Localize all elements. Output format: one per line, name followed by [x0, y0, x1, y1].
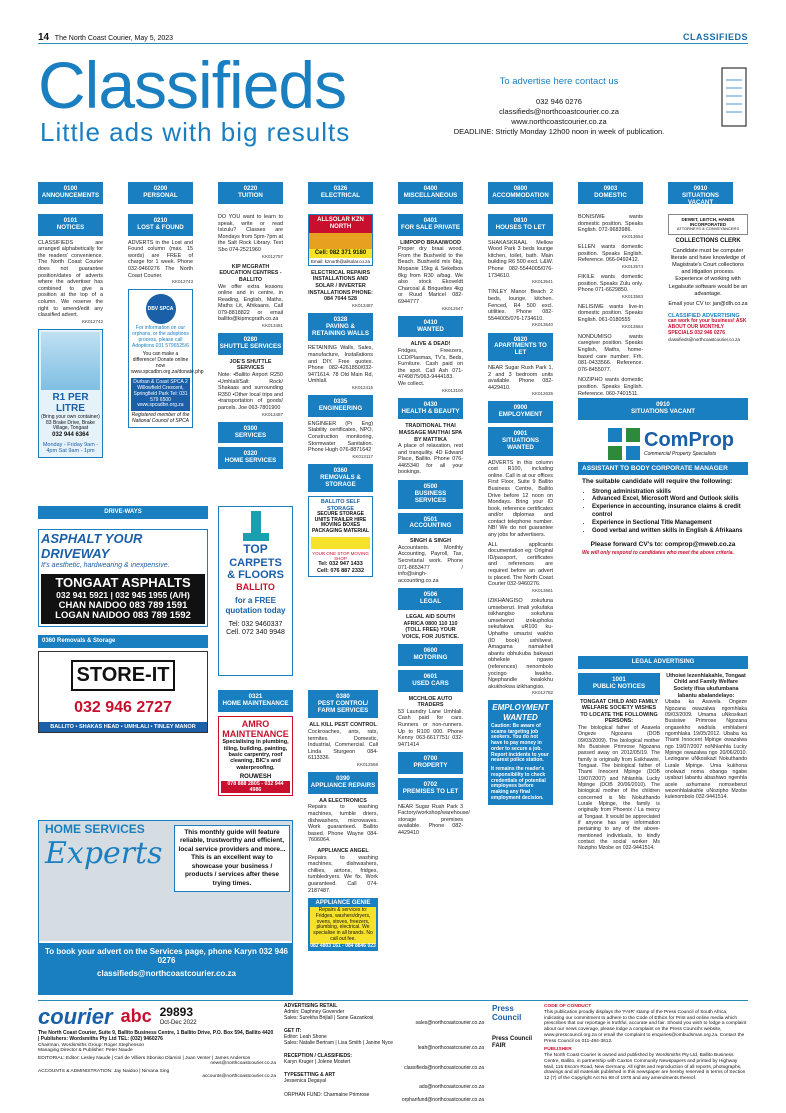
comprop-requirements: • Strong administration skills • Advanced Excel, Microsoft Word and Outlook skills • Experience in accounting, insurance claims & credit control • Experience in Sectional Title Management • Good verbal and written skills in English & Afrikaans: [578, 489, 748, 536]
column-5: 0401 FOR SALE PRIVATE LIMPOPO BRAAIWOOD Proper dry braai wood. From the Bushveld to the Beach. Bushveld mix 6kg, Mopanie 15kg & Sekelbos 8kg from R30 a/bag. We also stock Ekoveldt Charcoal & Briquettes 4kg or Ruud Maricel 082-6944777 KK012547 0410 WANTED ALIVE & DEAD! Fridges, Freezers, LCD/Plasmas, TV's, Beds, Furniture. Cash paid on the spot. Call Ash 071-4749875/063-9444183. We collect. KK013100 0430 HEALTH & BEAUTY TRADITIONAL THAI MASSAGE MAITHAI SPA BY MATTIKA A place of relaxation, rest and tranquility. 4D Edward Place, Ballito. Phone 076-4465340 for all your bookings. 0500 BUSINESS SERVICES 0501 ACCOUNTING SINGH & SINGH Accountants. Monthly Accounting, Payroll, Tax, Secretarial work. Phone 071-8653477 / info@singh-accounting.co.za 0506 LEGAL LEGAL AID SOUTH AFRICA 0800 110 110 (TOLL FREE) YOUR VOICE, FOR JUSTICE. 0600 MOTORING 0601 USED CARS MCCHLOE AUTO TRADERS 53 Laundry Lane Umhlali. Cash paid for cars. Runners or non-runners. Up to R100 000. Phone Kenny 063-6617751/ 032-9471414 0700 PROPERTY 0702 PREMISES TO LET NEAR Sugar Rush Park 3 Factory/workshop/warehouse/ storage premises available. Phone 082-4429410: [398, 214, 463, 837]
category-row: [38, 182, 750, 208]
category-situations-vacant: 0910 SITUATIONS VACANT: [668, 182, 733, 204]
page-number: 14: [38, 32, 50, 43]
shuttle-header: 0280 SHUTTLE SERVICES: [218, 333, 283, 355]
comprop-ad: 0910 SITUATIONS VACANT ComProp Commercial Property Specialists ASSISTANT TO BODY CORPORATE MANAGER The suitable candidate will require the following: • Strong administration skills • Advanced Excel, Microsoft Word and Outlook skills • Experience in accounting, insurance claims & credit control • Experience in Sectional Title Management • Good verbal and written skills in English & Afrikaans Please forward CV's to: comprop@mweb.co.za We will only respond to candidates who meet the above criteria.: [578, 398, 748, 630]
employment-header: 0900 EMPLOYMENT: [488, 401, 553, 423]
ballito-storage-ad: BALLITO SELF STORAGE SECURE STORAGE UNITS TRAILER HIRE MOVING BOXES PACKAGING MATERIAL YOUR ONE STOP MOVING SHOP Tel: 032 947 1433 Cell: 076 887 2332: [308, 496, 373, 577]
situations-wanted-header: 0901 SITUATIONS WANTED: [488, 427, 553, 455]
column-1: 0101 NOTICES CLASSIFIEDS are arranged alphabetically for the readers' convenience. The North Coast Courier does not guarantee position/dates of adverts where the advertiser has combined to give a position at the top of a column. We reserve the right to amend/edit any classified advert. KK012742 R1 PER LITRE (Bring your own container) 83 Brake Drive, Brake Village, Tongaat 032 944 6364 Monday - Friday 9am - 4pm Sat 9am - 1pm: [38, 214, 103, 462]
home-services-ad: HOME SERVICES Experts This monthly guide will feature reliable, trustworthy and efficient, local service providers and more... This is an excellent way to showcase your business / products / services after these trying times. To book your advert on the Services page, phone Karyn 032 946 0276 classifieds@northcoastcourier.co.za: [38, 820, 293, 995]
column-7: BONISIWE wants domestic position. Speaks English. 072-9683986. KK013654 ELLEN wants domestic position. Speaks English. Reference. 066-0492412. KK013574 FIKILE wants domestic position. Speaks Zulu only. Phone 071-6629850. KK013583 NELISIWE wants live-in domestic position. Speaks English. 061-0180555 KK013584 NONDUMISO wants caregiver position. Speaks English, Maths, home-based care number. Frh. 081-0433566. Reference. 076-8455077. NOZIPHO wants domestic position. Speaks English. Reference. 060-7401511.: [578, 214, 643, 397]
column-3: DO YOU want to learn to speak, write or read Isizulu? Classes are Mondays from 5pm-7pm at the Salt Rock Library. Text Sbo 074-2521960 KK012757 KIP MCGRATH EDUCATION CENTRES - BALLITO We offer extra lessons online and in centre, in Reading, English, Maths, Maths Lit, Afrikaans. Call 079-8818822 or email ballito@kipmcgrath.co.za KK013481 0280 SHUTTLE SERVICES JOE'S SHUTTLE SERVICES Note: •Ballito Airport R250 •Umhlali/Salt Rock/ Shakaas and surrounding R350 •Other local trips and •transportation of goods/ parcels. Joe 063-7801900 KK013487 0300 SERVICES 0320 HOME SERVICES: [218, 214, 283, 473]
home-maintenance: [218, 690, 293, 796]
paving-header: 0328 PAVING & RETAINING WALLS: [308, 313, 373, 341]
comprop-icon: [608, 428, 640, 460]
pest-header: 0380 PEST CONTROL/ FARM SERVICES: [308, 690, 378, 718]
appliance-genie-ad: APPLIANCE GENIE Repairs & services to: Fridges, washers/dryers, ovens, stoves, freezers, plumbing, electrical. We specialise in all brands. No call out fee. 082 4803 161 - 084 8846 023: [308, 898, 378, 951]
footer: courier abc 29893 Oct-Dec 2022 The North Coast Courier, Suite 9, Ballito Business Centre, 1 Ballito Drive, P.O. Box 594, Ballito 4420 | Publishers: Wordsmiths Pty Ltd TEL: (032) 9460276 Chairman, Wordsmiths Group: Roger Stephenson Managing Director & Publisher: Peter Naude EDITORIAL: Editor: Lesley Naude | Carl de Villiers Sboniso Dlamini | Juan Venter | James Anderson news@northcoastcourier.co.za ACCOUNTS & ADMINISTRATION: Jay Naidoo | Nirvana Sing accounts@northcoastcourier.co.za ADVERTISING RETAIL Admin: Daphney Govender Sales: Surekha Brijlall | Sane Gazankosi sales@northcoastcourier.co.za GET IT: Editor: Leah Shone Sales: Natalie Bertram | Lisa Smith | Janine Nyce leah@northcoastcourier.co.za RECEPTION / CLASSIFIEDS: Karyn Kruger | Jolene Mostert classifieds@northcoastcourier.co.za TYPESETTING & ART Jessenica Degayal ads@northcoastcourier.co.za ORPHAN FUND: Charmaine Primrose orphanfund@northcoastcourier.co.za Press Council Press Council FAIR CODE OF CONDUCT This publication proudly displays the 'FAIR' stamp of the Press Council of South Africa, indicating our commitment to adhere to the Code of Ethics for Print and online media which prescribes that our reportage is truthful, accurate and fair. Should you wish to lodge a complaint about our news coverage, please lodge a complaint on the Press Council's website, www.presscouncil.org.za or email the complaint to enquiries@ombudsman.org.za. Contact the Press Council on 011-484-3612. PUBLISHER The North Coast Courier is owned and published by Wordsmiths Pty Ltd, Ballito Business Centre, Ballito, in partnership with Caxton Community Newspapers and printed by Highway Mail, 115 Escom Road, New Germany. All rights and reproduction of all reports, photographs, drawings and all materials published in this newspaper are hereby reserved in terms of Section 12 (7) of the Copyright Act No 98 of 1978 and any amendments thereof.: [38, 1000, 748, 1095]
contact-website[interactable]: www.northcoastcourier.co.za: [511, 117, 607, 127]
notices-text: CLASSIFIEDS are arranged alphabetically for the readers' convenience. The North Coast Courier does not guarantee position/dates of adverts where the advertiser has combined to give a position at the top of a column. We reserve the right to amend/edit any classified advert.: [38, 239, 103, 319]
courier-logo: courier: [38, 1004, 113, 1029]
engineering-header: 0335 ENGINEERING: [308, 395, 373, 417]
contact-heading: To advertise here contact us: [499, 76, 619, 87]
allsolar-ad: ALLSOLAR KZN NORTH Cell: 082 371 9180 Email: kznorth@allsolar.co.za: [308, 214, 373, 266]
column-6: 0810 HOUSES TO LET SHAKASKRAAL Mellow Wood Park 3 beds lounge kitchen, toilet, bath. Main building R6 500 excl. L&W. Phone 082-5544005/076-1734610. KK013541 TINLEY Manor Beach 2 beds, lounge, kitchen. Fenced, R4 500 excl. utilities. Phone 082-5544005/076-1734610. KK013540 0820 APARTMENTS TO LET NEAR Sugar Rush Park 1, 2 and 3 bedroom units available. Phone 082-4429410. KK012635 0900 EMPLOYMENT 0901 SITUATIONS WANTED ADVERTS in this column cost R100, including online. Call in at our offices First Floor, Suite 9 Ballito Business Centre, Ballito Drive before 12 noon on Mondays. Bring your ID book, reference certificates and/or diplomas and contact telephone number. NB! We do not guarantee any jobs for advertisers. ALL applicants documentation eg: Original ID/passport, certificates and references are required before an advert is placed. The North Coast Courier 032-9460276. KK013681 IZIKHANGISO zokufuna umsebenzi. Imali yokufaka isikhangiso sokufuna umsebenzi izokuphoka sekufakwa uR100 ku-Uphathe umazisi wakho (ID book) uxhilwevi. Amagama namakheli abantu obhukuba bakwazi obhekele ngawo (references) nenombolo yocingo lwakho. Ngephandle kwalokhu akukhokwa izikhangiso. KK012782 EMPLOYMENT WANTED Caution: Be aware of scams targeting job seekers. You do not have to pay money in order to secure a job. Report incidents to your nearest police station. It remains the reader's responsibility to check credentials of potential employees before making any final employment decision.: [488, 214, 553, 805]
for-sale-header: 0401 FOR SALE PRIVATE: [398, 214, 463, 236]
business-header: 0500 BUSINESS SERVICES: [398, 480, 463, 508]
column-4: ALLSOLAR KZN NORTH Cell: 082 371 9180 Email: kznorth@allsolar.co.za ELECTRICAL REPAIRS INSTALLATIONS AND SOLAR / INVERTER INSTALLATIONS PHONE: 084 7044 528 KK013487 0328 PAVING & RETAINING WALLS RETAINING Walls, Sales, manufacture, Installations and DIY. Free quotes. Phone 082-4261850/032-9471614. 78 Old Main Rd, Umhlali. KK012415 0335 ENGINEERING ENGINEER (Pr Eng) Stability certificates, NPO, Construction monitoring, Stormwater Sanitation. Phone Hugh 076-8871642 KK013117 0360 REMOVALS & STORAGE BALLITO SELF STORAGE SECURE STORAGE UNITS TRAILER HIRE MOVING BOXES PACKAGING MATERIAL YOUR ONE STOP MOVING SHOP Tel: 032 947 1433 Cell: 076 887 2332: [308, 214, 373, 581]
top-carpets-ad: TOP CARPETS & FLOORS BALLITO for a FREE quotation today Tel: 032 9460337 Cell. 072 340 9948: [218, 506, 293, 676]
column-8: DEWET, LEITCH, HANDS INCORPORATED ATTORNEYS & CONVEYANCERS COLLECTIONS CLERK Candidate must be computer literate and have knowledge of Magistrate's Court collections and litigation process. Experience of working with Legalsuite software would be an advantage. Email your CV to: jan@dlh.co.za CLASSIFIED ADVERTISING can work for your business! ASK ABOUT OUR MONTHLY SPECIALS 032 946 0276 classifieds@northcoastcourier.co.za: [668, 214, 748, 342]
home-services-logo: HOME SERVICES Experts: [45, 822, 163, 871]
press-fair-logo: Press Council FAIR: [492, 1036, 533, 1050]
apartments-header: 0820 APARTMENTS TO LET: [488, 333, 553, 361]
used-cars-header: 0601 USED CARS: [398, 670, 463, 692]
spca-ad: DBV SPCA For information on our orphans, or the adoptions process, please call Adoptions 031 5796525/6 You can make a difference! Donate online now www.spcadbn.org.za/donate.php Durban & Coast SPCA 2 Willowfield Crescent, Springfield Park Tel: 031 579 6500 www.spcadbn.org.za Registered member of the National Council of SPCA: [128, 289, 193, 427]
r1-litre-ad: R1 PER LITRE (Bring your own container) 83 Brake Drive, Brake Village, Tongaat 032 944 6364 Monday - Friday 9am - 4pm Sat 9am - 1pm: [38, 329, 103, 458]
contact-block: [414, 76, 704, 137]
premises-header: 0702 PREMISES TO LET: [398, 778, 463, 800]
water-image: [41, 332, 100, 390]
notebook-icon: [718, 66, 750, 128]
abc-logo: abc: [120, 1006, 152, 1027]
category-accommodation: 0800 ACCOMMODATION: [488, 182, 553, 204]
category-miscellaneous: 0400 MISCELLANEOUS: [398, 182, 463, 204]
accounting-header: 0501 ACCOUNTING: [398, 513, 463, 535]
section-title: CLASSIFIEDS: [682, 32, 748, 42]
column-2: 0210 LOST & FOUND ADVERTS in the Lost and Found column (max. 15 words) are FREE of charge for 1 week. Phone 032-9460276 The North Coast Courier. KK012743 DBV SPCA For information on our orphans, or the adoptions process, please call Adoptions 031 5796525/6 You can make a difference! Donate online now www.spcadbn.org.za/donate.php Durban & Coast SPCA 2 Willowfield Crescent, Springfield Park Tel: 031 579 6500 www.spcadbn.org.za Registered member of the National Council of SPCA: [128, 214, 193, 432]
motoring-header: 0600 MOTORING: [398, 644, 463, 666]
houses-header: 0810 HOUSES TO LET: [488, 214, 553, 236]
comprop-logo: ComProp Commercial Property Specialists: [578, 424, 748, 462]
category-announcements: 0100 ANNOUNCEMENTS: [38, 182, 103, 204]
category-tuition: 0220 TUITION: [218, 182, 283, 204]
legal-advertising: LEGAL ADVERTISING 1001 PUBLIC NOTICES TONGAAT CHILD AND FAMILY WELFARE SOCIETY WISHES TO LOCATE THE FOLLOWING PERSONS: The biological father of Asavela Ongeze Ngozana (DOB 09/03/2009). The biological mother Ms Busisiwe Primrose Ngozana passed away on 2012/05/19. The family is originally from Esikhawini, Tongaat. The biological father of Thami Innocent Mpinge (DOB 19/07/2007) and Nhlanhla Lucky Mpinge (DOB 20/06/2010). The biological mother of the children concerned is Ms Nokuthando Lurale Mpinge, the family is originally from Phoenix / La mercy at Tongaat. It would be appreciated if anyone has any information pertaining to any of the above-mentioned individuals, to kindly contact the social worker Ms Nozipho Mzobe on 032-9441514. Uthoiwi lezenhlakahle, Tongaat Child and Family Welfare Society ifisa ukufumbana labantu abalandelayo: Ubaba ka Asavela Ongeze Ngozana owazalwa ngomhlaka 09/03/2009. Umama uNkosikazi Busisiwe Primrose Ngozana ongasekho wadlula emhlabeni ngomhlaka 19/05/2012. Ubaba ka Thami Innocent Mpinge owazalwa ngo 19/07/2007 noNhlanhla Lucky Mpinge owazalwa ngo 20/06/2010. Lezingane uNkosikazi Nokuthando Lurale Mpinge. Uma kukhona onolwazi noma obanga ngabe uyabazi labantu abashiwo ngenhla acele axhumane nomsebenzi wezenhlalakahle uNozipho Mzobe kulenombolo 032-9441514.: [578, 656, 748, 996]
asphalt-ad: ASPHALT YOUR DRIVEWAY It's aesthetic, hardwearing & inexpensive. TONGAAT ASPHALTS 032 941 5921 | 032 945 1955 (A/H) CHAN NAIDOO 083 789 1591 LOGAN NAIDOO 083 789 1592: [38, 529, 208, 627]
services-header: 0300 SERVICES: [218, 422, 283, 444]
lost-found-text: ADVERTS in the Lost and Found column (max. 15 words) are FREE of charge for 1 week. Phone 032-9460276 The North Coast Courier.: [128, 239, 193, 279]
page-header: [38, 32, 748, 44]
health-header: 0430 HEALTH & BEAUTY: [398, 398, 463, 420]
legal-header: 0506 LEGAL: [398, 588, 463, 610]
public-notices-header: 1001 PUBLIC NOTICES: [578, 673, 660, 695]
spca-logo: DBV SPCA: [146, 294, 176, 324]
allsolar-image: [309, 233, 372, 249]
press-council-logo: Press Council: [492, 1004, 522, 1023]
category-personal: 0200 PERSONAL: [128, 182, 193, 204]
carpet-roll-icon: [241, 511, 271, 543]
pest-appliance: 0380 PEST CONTROL/ FARM SERVICES ALL KILL PEST CONTROL Cockroaches, ants, rats, termites. Domestic, Industrial, Commercial. Call Linda Sturgeon 084-6113336. KK012568 0390 APPLIANCE REPAIRS AA ELECTRONICS Repairs to washing machines, tumble driers, dishwashers, microwaves. Work guaranteed. Ballito based. Phone Wayne 084-7606064. APPLIANCE ANGEL Repairs to washing machines, dishwashers, chillies, airtons, fridges, tumbledryers. We fix. Work guaranteed. Call 074-2187487. APPLIANCE GENIE Repairs & services to: Fridges, washers/dryers, ovens, stoves, freezers, plumbing, electrical. We specialise in all brands. No call out fee. 082 4803 161 - 084 8846 023: [308, 690, 378, 951]
category-electrical: 0326 ELECTRICAL: [308, 182, 373, 204]
appliance-header: 0390 APPLIANCE REPAIRS: [308, 772, 378, 794]
dewet-logo: DEWET, LEITCH, HANDS INCORPORATED ATTORNEYS & CONVEYANCERS: [668, 214, 748, 235]
wanted-header: 0410 WANTED: [398, 316, 463, 338]
home-services-header: 0320 HOME SERVICES: [218, 447, 283, 469]
employment-wanted-box: EMPLOYMENT WANTED Caution: Be aware of scams targeting job seekers. You do not have to pay money in order to secure a job. Report incidents to your nearest police station. It remains the reader's responsibility to check credentials of potential employees before making any final employment decision.: [488, 700, 553, 804]
removals-header: 0360 REMOVALS & STORAGE: [308, 464, 373, 492]
drive-ways-section: DRIVE-WAYS ASPHALT YOUR DRIVEWAY It's aesthetic, hardwearing & inexpensive. TONGAAT ASPHALTS 032 941 5921 | 032 945 1955 (A/H) CHAN NAIDOO 083 789 1591 LOGAN NAIDOO 083 789 1592 0360 Removals & Storage STORE-IT 032 946 2727 BALLITO • SHAKAS HEAD • UMHLALI • TINLEY MANOR: [38, 506, 208, 733]
hero-subtitle: Little ads with big results: [40, 117, 351, 147]
contact-email[interactable]: classifieds@northcoastcourier.co.za: [499, 106, 619, 116]
contact-deadline: DEADLINE: Strictly Monday 12h00 noon in week of publication.: [453, 127, 665, 137]
amro-ad: AMRO MAINTENANCE Specialising in plumbing, tiling, building, painting, basic carpentry, roof cleaning, BIC's and waterproofing. ROUWESH 078 888 2805 - 032 944 4986: [218, 716, 293, 796]
property-header: 0700 PROPERTY: [398, 752, 463, 774]
paper-title: The North Coast Courier, May 5, 2023: [54, 35, 174, 42]
storage-logo: [311, 537, 370, 549]
storeit-ad: STORE-IT 032 946 2727 BALLITO • SHAKAS HEAD • UMHLALI • TINLEY MANOR: [38, 651, 208, 733]
category-domestic: 0903 DOMESTIC: [578, 182, 643, 204]
home-maintenance-header: 0321 HOME MAINTENANCE: [218, 690, 293, 712]
lost-found-header: 0210 LOST & FOUND: [128, 214, 193, 236]
notices-header: 0101 NOTICES: [38, 214, 103, 236]
hero-title: Classifieds: [38, 48, 347, 122]
situations-vacant-header: 0910 SITUATIONS VACANT: [578, 398, 748, 420]
contact-phone: 032 946 0276: [536, 96, 582, 106]
